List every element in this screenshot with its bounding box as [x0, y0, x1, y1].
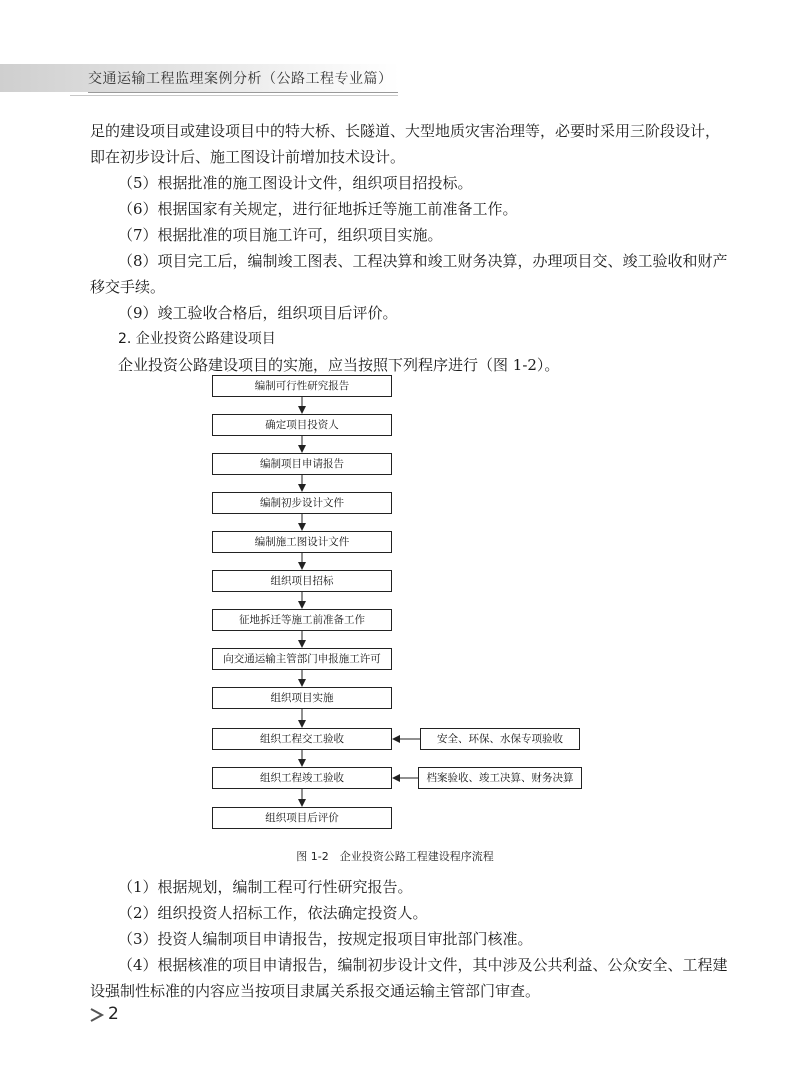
- paragraph-item-8: （8）项目完工后，编制竣工图表、工程决算和竣工财务决算，办理项目交、竣工验收和财产: [118, 252, 728, 270]
- paragraph-line: 移交手续。: [90, 278, 166, 296]
- paragraph-line: 足的建设项目或建设项目中的特大桥、长隧道、大型地质灾害治理等，必要时采用三阶段设计，: [90, 122, 721, 140]
- flow-step-completion-acceptance: 组织工程竣工验收: [212, 767, 392, 789]
- flow-step-preliminary-design: 编制初步设计文件: [212, 492, 392, 514]
- chevron-right-icon: [90, 1008, 106, 1022]
- flow-step-tendering: 组织项目招标: [212, 570, 392, 592]
- flow-step-application-report: 编制项目申请报告: [212, 453, 392, 475]
- flow-step-post-evaluation: 组织项目后评价: [212, 807, 392, 829]
- figure-caption: 图 1-2 企业投资公路工程建设程序流程: [296, 850, 494, 863]
- page-number: 2: [108, 1004, 119, 1024]
- section-heading: 2. 企业投资公路建设项目: [118, 331, 276, 347]
- paragraph-step-1: （1）根据规划，编制工程可行性研究报告。: [118, 878, 413, 896]
- paragraph-step-2: （2）组织投资人招标工作，依法确定投资人。: [118, 904, 428, 922]
- flow-step-handover-acceptance: 组织工程交工验收: [212, 728, 392, 750]
- side-input-archive-accounts: 档案验收、竣工决算、财务决算: [418, 767, 582, 789]
- flow-step-land-acquisition: 征地拆迁等施工前准备工作: [212, 609, 392, 631]
- flow-step-construction-permit: 向交通运输主管部门申报施工许可: [212, 648, 392, 670]
- flow-step-construction-drawings: 编制施工图设计文件: [212, 531, 392, 553]
- paragraph-item-5: （5）根据批准的施工图设计文件，组织项目招投标。: [118, 174, 473, 192]
- flow-step-determine-investor: 确定项目投资人: [212, 414, 392, 436]
- paragraph-line: 即在初步设计后、施工图设计前增加技术设计。: [90, 148, 406, 166]
- paragraph-step-3: （3）投资人编制项目申请报告，按规定报项目审批部门核准。: [118, 930, 533, 948]
- header-title: 交通运输工程监理案例分析（公路工程专业篇）: [88, 71, 393, 87]
- paragraph-item-7: （7）根据批准的项目施工许可，组织项目实施。: [118, 226, 443, 244]
- paragraph-item-6: （6）根据国家有关规定，进行征地拆迁等施工前准备工作。: [118, 200, 518, 218]
- flow-step-implementation: 组织项目实施: [212, 687, 392, 709]
- flow-step-feasibility-report: 编制可行性研究报告: [212, 375, 392, 397]
- side-input-special-acceptance: 安全、环保、水保专项验收: [420, 728, 580, 750]
- paragraph-item-9: （9）竣工验收合格后，组织项目后评价。: [118, 304, 398, 322]
- paragraph-line: 设强制性标准的内容应当按项目隶属关系报交通运输主管部门审查。: [90, 982, 541, 1000]
- paragraph-intro: 企业投资公路建设项目的实施，应当按照下列程序进行（图 1-2）。: [118, 356, 560, 374]
- paragraph-step-4: （4）根据核准的项目申请报告，编制初步设计文件，其中涉及公共利益、公众安全、工程建: [118, 956, 728, 974]
